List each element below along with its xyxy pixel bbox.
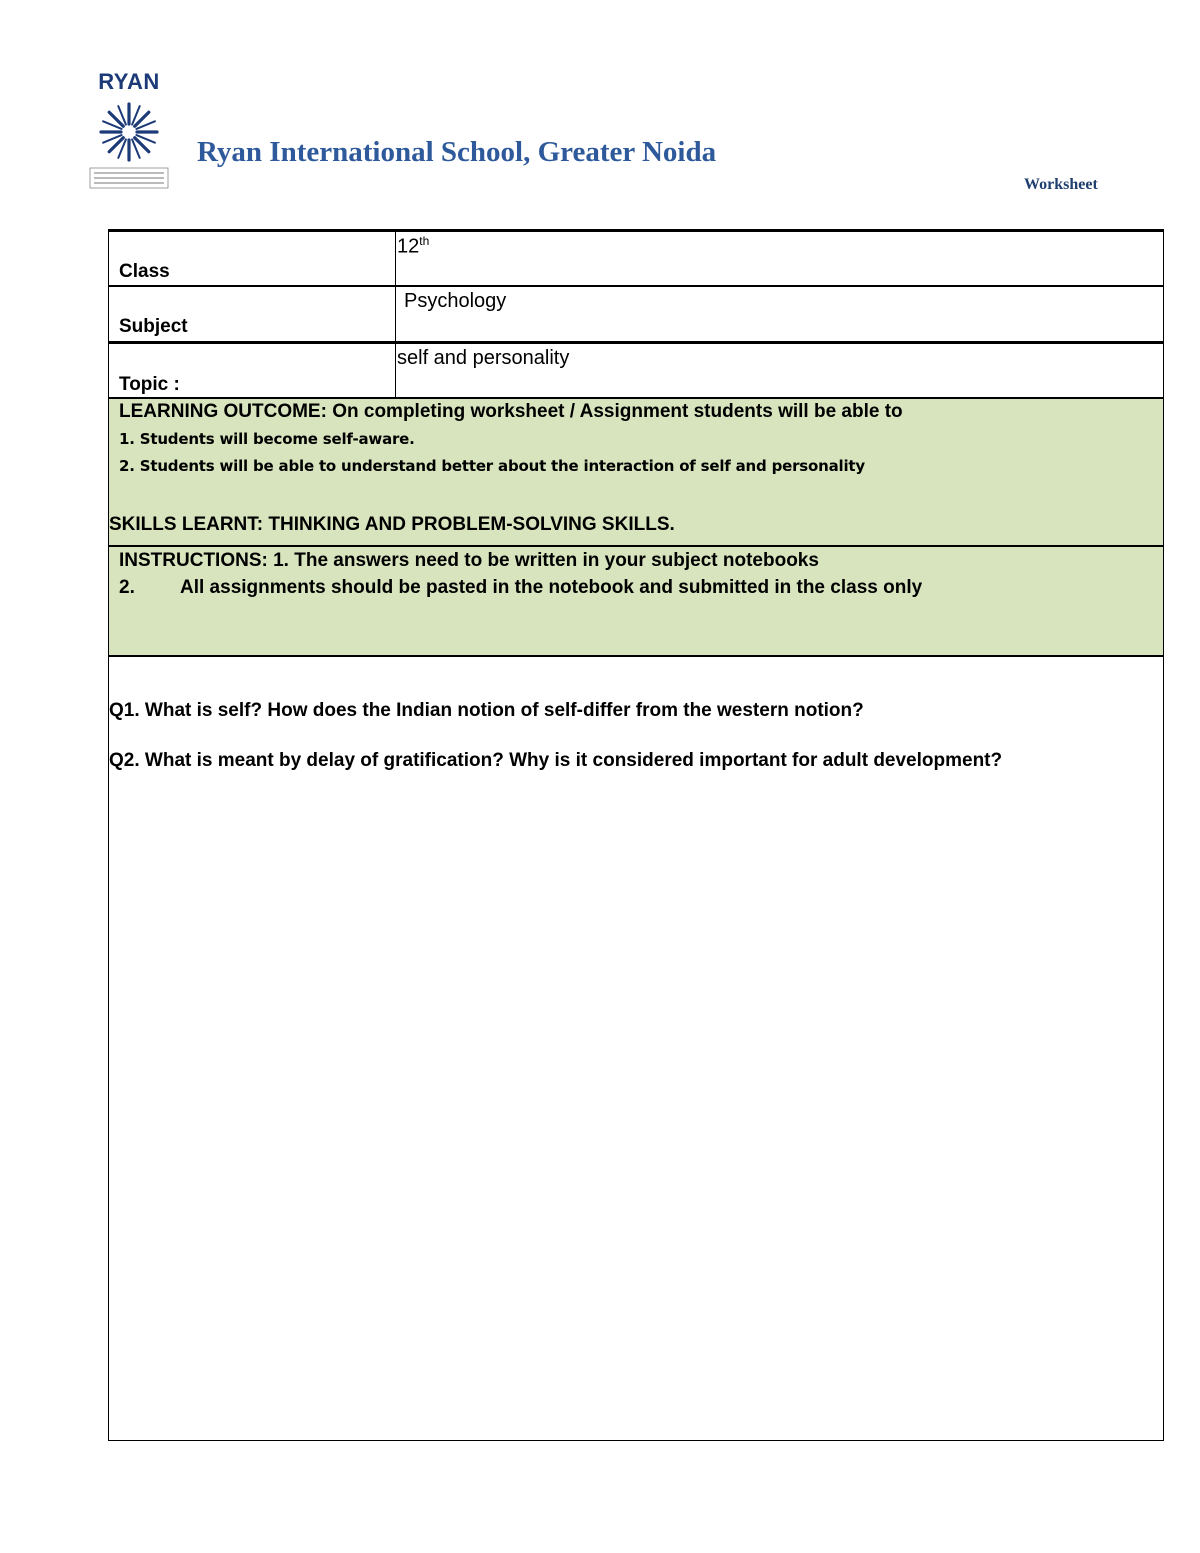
school-name: Ryan International School, Greater Noida [197, 136, 717, 168]
instructions-line-2: All assignments should be pasted in the notebook and submitted in the class only [180, 577, 923, 598]
logo-wordmark: RYAN [98, 69, 160, 94]
instructions-line-2-number: 2. [119, 577, 135, 598]
subject-value: Psychology [404, 290, 507, 312]
school-logo [82, 70, 176, 192]
sunburst-emblem-icon [88, 94, 170, 190]
learning-outcome-item: 2. Students will be able to understand better about the interaction of self and personality [119, 457, 865, 475]
topic-value: self and personality [397, 347, 570, 369]
document-type-label: Worksheet [1024, 176, 1098, 193]
row-divider [108, 545, 1164, 547]
class-value-suffix: th [419, 234, 430, 248]
column-divider [395, 229, 396, 397]
class-value: 12th [397, 234, 430, 258]
subject-label: Subject [119, 316, 188, 337]
skills-learnt: SKILLS LEARNT: THINKING AND PROBLEM-SOLVING SKILLS. [109, 514, 675, 535]
question-2: Q2. What is meant by delay of gratification? Why is it considered important for adult development? [109, 750, 1003, 771]
row-divider [108, 341, 1164, 344]
learning-outcome-heading: LEARNING OUTCOME: On completing worksheet / Assignment students will be able to [119, 401, 903, 422]
topic-label: Topic : [119, 374, 180, 395]
row-divider [108, 397, 1164, 399]
row-divider [108, 285, 1164, 287]
instructions-line-1: INSTRUCTIONS: 1. The answers need to be written in your subject notebooks [119, 550, 819, 571]
learning-outcome-item: 1. Students will become self-aware. [119, 430, 415, 448]
row-divider [108, 655, 1164, 657]
table-top-border [108, 229, 1164, 232]
question-1: Q1. What is self? How does the Indian notion of self-differ from the western notion? [109, 700, 864, 721]
class-label: Class [119, 261, 170, 282]
answer-area [109, 790, 1163, 1440]
